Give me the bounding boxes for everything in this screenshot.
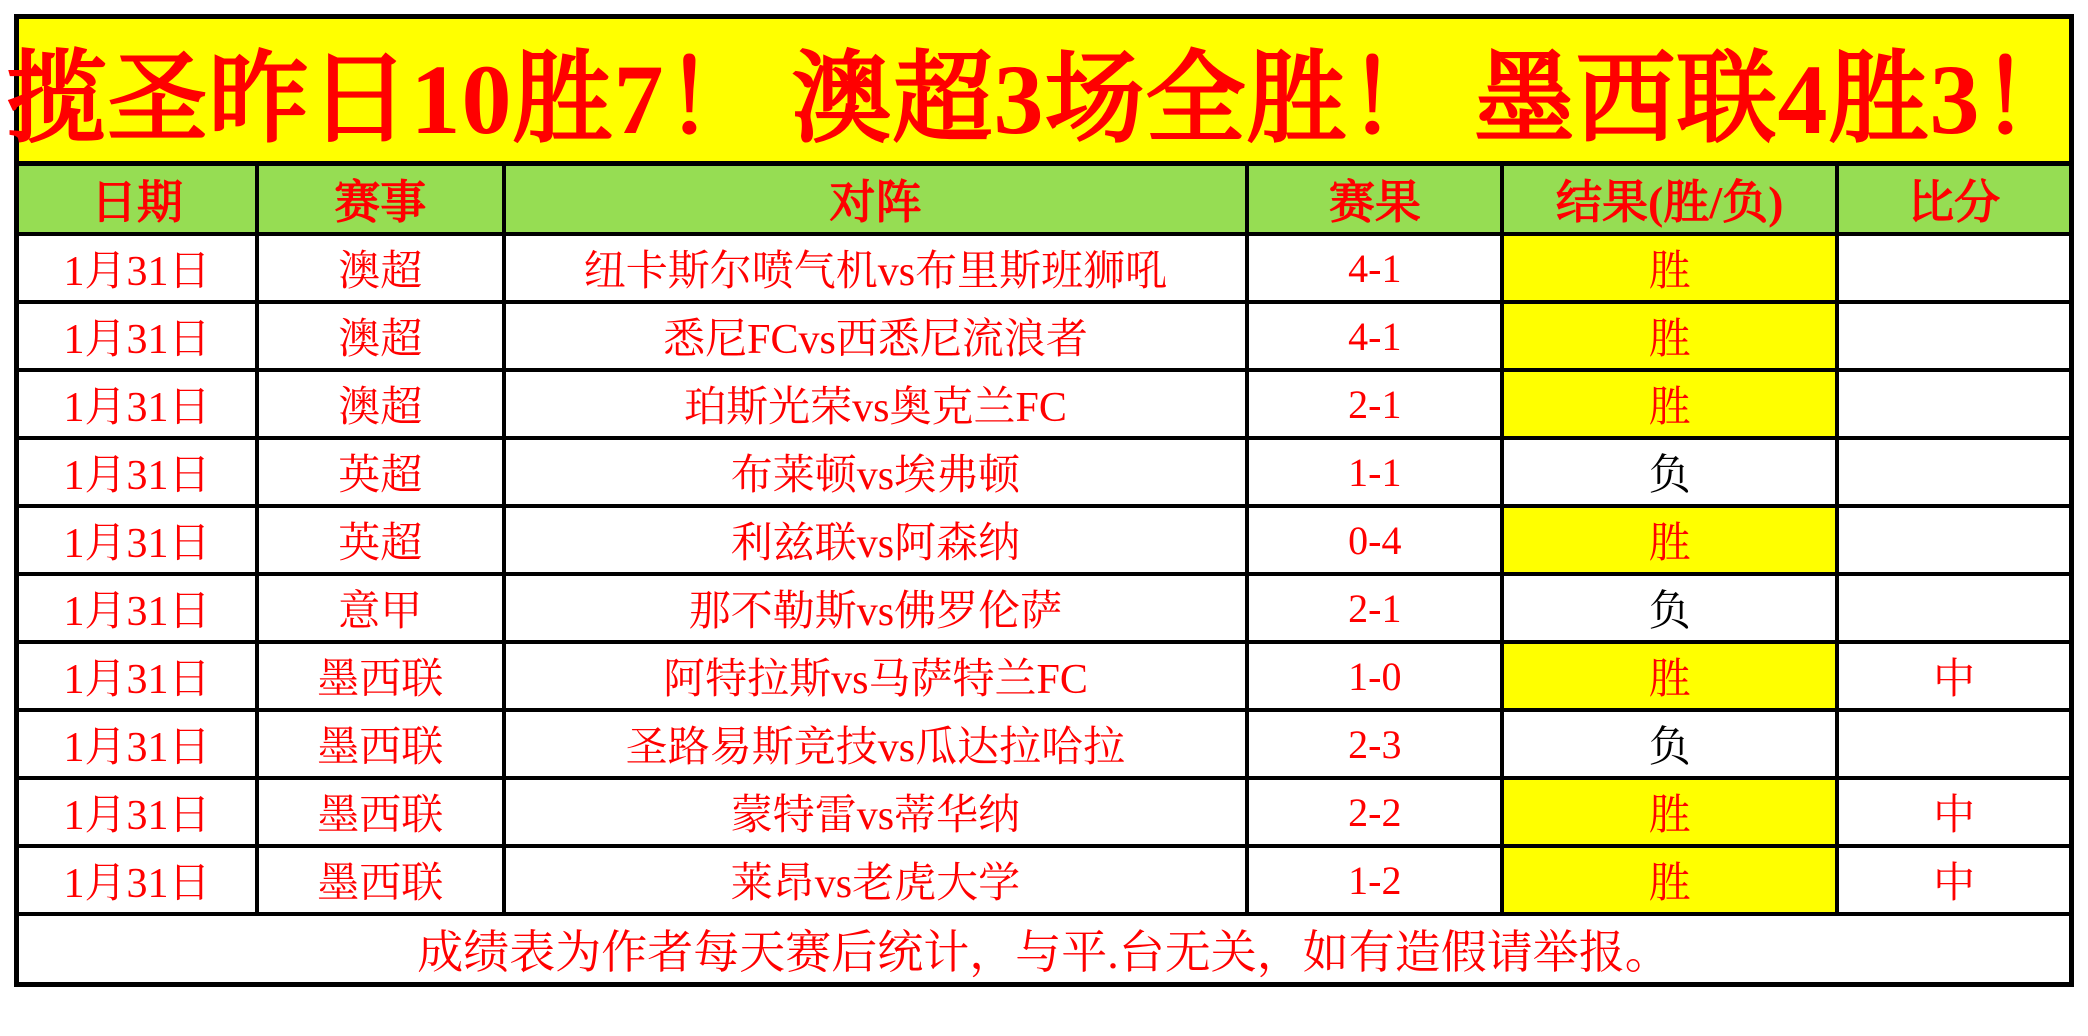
table-row [17, 846, 2072, 914]
league-cell: 澳超 [257, 234, 504, 302]
bifen-cell [1837, 438, 2071, 506]
page-title: 揽圣昨日10胜7！ 澳超3场全胜！ 墨西联4胜3！ [6, 44, 2082, 155]
bifen-cell: 中 [1837, 846, 2071, 914]
bifen-cell [1837, 370, 2071, 438]
league-cell: 意甲 [257, 574, 504, 642]
title-banner [6, 14, 2082, 161]
match-cell: 珀斯光荣vs奥克兰FC [504, 370, 1248, 438]
league-cell: 墨西联 [257, 846, 504, 914]
score-cell: 1-2 [1247, 846, 1502, 914]
score-cell: 2-3 [1247, 710, 1502, 778]
bifen-cell [1837, 234, 2071, 302]
results-body [17, 234, 2072, 914]
date-cell: 1月31日 [17, 778, 257, 846]
table-row [17, 710, 2072, 778]
date-cell: 1月31日 [17, 506, 257, 574]
match-cell: 蒙特雷vs蒂华纳 [504, 778, 1248, 846]
result-cell: 胜 [1502, 506, 1837, 574]
date-cell: 1月31日 [17, 370, 257, 438]
footer-row [17, 914, 2072, 985]
match-cell: 悉尼FCvs西悉尼流浪者 [504, 302, 1248, 370]
league-cell: 墨西联 [257, 710, 504, 778]
table-row [17, 574, 2072, 642]
score-cell: 1-1 [1247, 438, 1502, 506]
table-header [17, 164, 2072, 235]
score-cell: 2-2 [1247, 778, 1502, 846]
score-cell: 4-1 [1247, 234, 1502, 302]
date-cell: 1月31日 [17, 302, 257, 370]
match-cell: 纽卡斯尔喷气机vs布里斯班狮吼 [504, 234, 1248, 302]
league-cell: 英超 [257, 506, 504, 574]
match-cell: 利兹联vs阿森纳 [504, 506, 1248, 574]
date-cell: 1月31日 [17, 846, 257, 914]
col-header-match: 对阵 [504, 164, 1248, 235]
result-cell: 胜 [1502, 370, 1837, 438]
league-cell: 墨西联 [257, 642, 504, 710]
col-header-result: 结果(胜/负) [1502, 164, 1837, 235]
col-header-score: 赛果 [1247, 164, 1502, 235]
league-cell: 澳超 [257, 370, 504, 438]
match-cell: 布莱顿vs埃弗顿 [504, 438, 1248, 506]
match-cell: 莱昂vs老虎大学 [504, 846, 1248, 914]
table-row [17, 370, 2072, 438]
score-cell: 0-4 [1247, 506, 1502, 574]
table-row [17, 302, 2072, 370]
result-cell: 负 [1502, 574, 1837, 642]
match-cell: 圣路易斯竞技vs瓜达拉哈拉 [504, 710, 1248, 778]
match-cell: 阿特拉斯vs马萨特兰FC [504, 642, 1248, 710]
col-header-league: 赛事 [257, 164, 504, 235]
result-cell: 胜 [1502, 846, 1837, 914]
table-row [17, 234, 2072, 302]
header-row [17, 164, 2072, 235]
league-cell: 英超 [257, 438, 504, 506]
date-cell: 1月31日 [17, 438, 257, 506]
bifen-cell: 中 [1837, 778, 2071, 846]
table-row [17, 438, 2072, 506]
result-cell: 胜 [1502, 642, 1837, 710]
result-cell: 胜 [1502, 234, 1837, 302]
date-cell: 1月31日 [17, 574, 257, 642]
bifen-cell [1837, 710, 2071, 778]
league-cell: 澳超 [257, 302, 504, 370]
score-cell: 4-1 [1247, 302, 1502, 370]
col-header-date: 日期 [17, 164, 257, 235]
table-footer [17, 914, 2072, 985]
table-row [17, 506, 2072, 574]
result-cell: 胜 [1502, 778, 1837, 846]
result-cell: 负 [1502, 438, 1837, 506]
table-row [17, 778, 2072, 846]
date-cell: 1月31日 [17, 710, 257, 778]
bifen-cell [1837, 302, 2071, 370]
score-cell: 2-1 [1247, 370, 1502, 438]
league-cell: 墨西联 [257, 778, 504, 846]
col-header-bifen: 比分 [1837, 164, 2071, 235]
result-cell: 负 [1502, 710, 1837, 778]
result-cell: 胜 [1502, 302, 1837, 370]
table-row [17, 642, 2072, 710]
bifen-cell [1837, 506, 2071, 574]
bifen-cell: 中 [1837, 642, 2071, 710]
date-cell: 1月31日 [17, 234, 257, 302]
footer-note: 成绩表为作者每天赛后统计，与平.台无关，如有造假请举报。 [17, 914, 2072, 985]
match-cell: 那不勒斯vs佛罗伦萨 [504, 574, 1248, 642]
date-cell: 1月31日 [17, 642, 257, 710]
score-cell: 1-0 [1247, 642, 1502, 710]
score-cell: 2-1 [1247, 574, 1502, 642]
results-table [14, 161, 2074, 987]
bifen-cell [1837, 574, 2071, 642]
